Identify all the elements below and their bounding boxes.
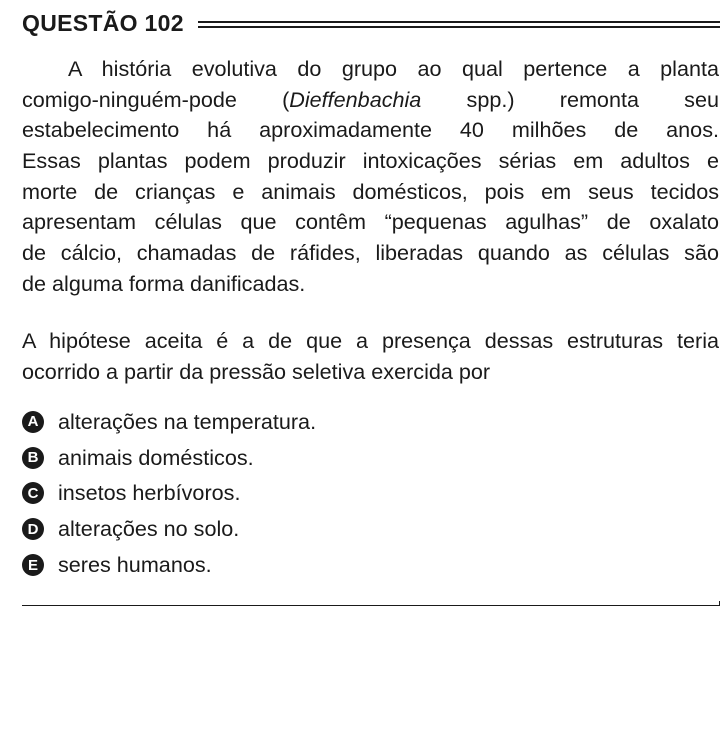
text-span: spp.) remonta seu (421, 86, 719, 112)
option-letter-badge: E (22, 554, 44, 576)
option-text: seres humanos. (58, 552, 212, 578)
bottom-divider (22, 605, 720, 606)
text-line: estabelecimento há aproximadamente 40 milhões de anos. (22, 117, 719, 143)
question-paragraph-1 (22, 54, 719, 300)
option-e[interactable] (22, 547, 316, 583)
text-line: apresentam células que contêm “pequenas agulhas” de oxalato (22, 209, 719, 235)
option-text: alterações na temperatura. (58, 408, 317, 434)
answer-options (22, 404, 316, 583)
question-header (22, 8, 720, 38)
text-span: comigo-ninguém-pode ( (22, 86, 290, 112)
option-letter-badge: D (22, 518, 44, 540)
option-d[interactable] (22, 511, 316, 547)
option-letter-badge: B (22, 447, 44, 469)
option-b[interactable] (22, 440, 316, 476)
text-line: Essas plantas podem produzir intoxicações sérias em adultos e (22, 148, 719, 174)
question-paragraph-2 (22, 326, 719, 387)
text-line: ocorrido a partir da pressão seletiva exercida por (22, 358, 491, 384)
text-line: morte de crianças e animais domésticos, pois em seus tecidos (22, 178, 719, 204)
text-line: de cálcio, chamadas de ráfides, liberadas quando as células são (22, 240, 719, 266)
italic-species-name: Dieffenbachia (289, 86, 422, 112)
option-text: insetos herbívoros. (58, 480, 241, 506)
text-line: de alguma forma danificadas. (22, 270, 306, 296)
question-title: QUESTÃO 102 (22, 9, 184, 36)
option-text: animais domésticos. (58, 444, 254, 470)
option-text: alterações no solo. (58, 516, 240, 542)
option-c[interactable] (22, 476, 316, 512)
text-line: A história evolutiva do grupo ao qual pertence a planta (68, 56, 719, 81)
option-letter-badge: C (22, 482, 44, 504)
text-line: A hipótese aceita é a de que a presença dessas estruturas teria (22, 328, 719, 353)
text-line (22, 85, 719, 116)
option-a[interactable] (22, 404, 316, 440)
option-letter-badge: A (22, 411, 44, 433)
title-double-rule (198, 21, 720, 28)
